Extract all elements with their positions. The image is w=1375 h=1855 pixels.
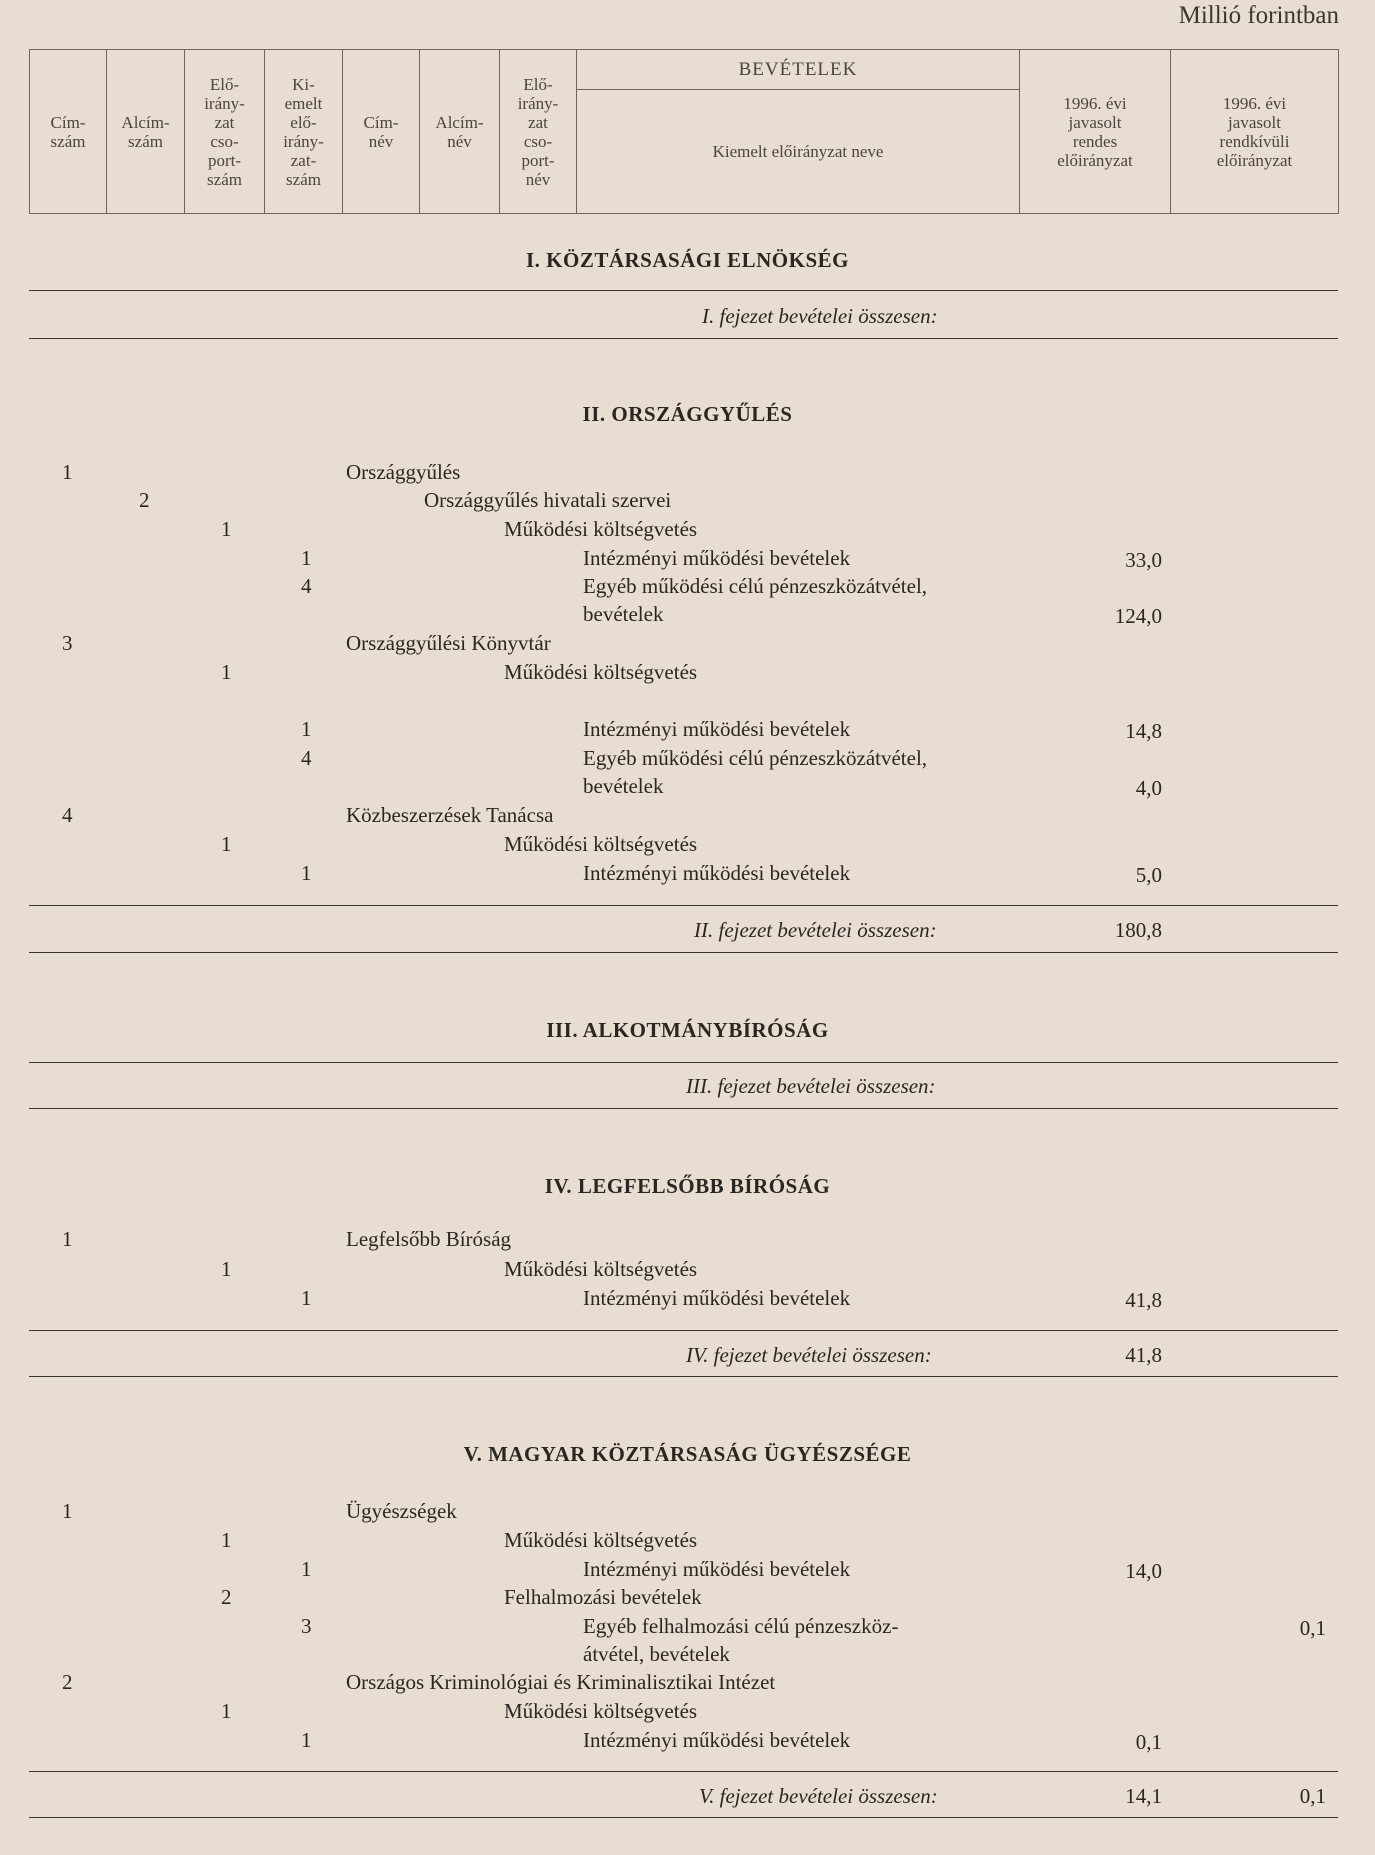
table-row-kiemelt: 4 bbox=[301, 574, 312, 598]
chapter-4-title: IV. LEGFELSŐBB BÍRÓSÁG bbox=[544, 1174, 831, 1198]
kiemelt-name: Egyéb felhalmozási célú pénzeszköz- bbox=[583, 1614, 899, 1638]
divider bbox=[29, 1376, 1338, 1377]
rendes-value: 5,0 bbox=[1135, 863, 1162, 887]
kiemelt-name: Intézményi működési bevételek bbox=[583, 861, 851, 885]
divider bbox=[29, 1062, 1338, 1063]
table-row-csoport: 1 bbox=[221, 1257, 232, 1281]
rendkivuli-value: 0,1 bbox=[1299, 1616, 1326, 1640]
chapter-4-total-label: IV. fejezet bevételei összesen: bbox=[686, 1343, 932, 1367]
chapter-1-title: I. KÖZTÁRSASÁGI ELNÖKSÉG bbox=[525, 248, 849, 272]
unit-label: Millió forintban bbox=[1178, 2, 1339, 29]
chapter-5-title: V. MAGYAR KÖZTÁRSASÁG ÜGYÉSZSÉGE bbox=[463, 1442, 912, 1466]
divider bbox=[29, 905, 1338, 906]
col-bevetelek: BEVÉTELEK bbox=[577, 50, 1020, 90]
col-kiemelt-eloiranyzat-neve: Kiemelt előirányzat neve bbox=[577, 90, 1020, 214]
table-row-cim: 1 bbox=[62, 460, 73, 484]
chapter-2-total-value: 180,8 bbox=[1114, 918, 1162, 942]
chapter-5-total-rendkivuli-value: 0,1 bbox=[1299, 1784, 1326, 1808]
chapter-5-total-label: V. fejezet bevételei összesen: bbox=[699, 1784, 938, 1808]
divider bbox=[29, 338, 1338, 339]
kiemelt-name-cont: bevételek bbox=[583, 774, 664, 798]
col-rendkivuli-eloiranyzat: 1996. évi javasolt rendkívüli előirányzat bbox=[1171, 50, 1339, 214]
table-row-csoport: 1 bbox=[221, 1528, 232, 1552]
col-kiemelt-eloiranyzat-szam: Ki- emelt elő- irány- zat- szám bbox=[265, 50, 343, 214]
rendes-value: 33,0 bbox=[1125, 548, 1162, 572]
csoport-name: Működési költségvetés bbox=[504, 660, 698, 684]
chapter-1-total-label: I. fejezet bevételei összesen: bbox=[702, 304, 938, 328]
rendes-value: 4,0 bbox=[1135, 776, 1162, 800]
cim-name: Közbeszerzések Tanácsa bbox=[346, 803, 554, 827]
table-row-csoport: 1 bbox=[221, 660, 232, 684]
table-row-cim: 1 bbox=[62, 1227, 73, 1251]
divider bbox=[29, 1817, 1338, 1818]
chapter-4-total-value: 41,8 bbox=[1125, 1343, 1162, 1367]
kiemelt-name: Egyéb működési célú pénzeszközátvétel, bbox=[583, 574, 928, 598]
table-row-csoport: 1 bbox=[221, 517, 232, 541]
table-row-kiemelt: 1 bbox=[301, 717, 312, 741]
kiemelt-name: Intézményi működési bevételek bbox=[583, 1728, 851, 1752]
rendes-value: 0,1 bbox=[1135, 1730, 1162, 1754]
kiemelt-name-cont: bevételek bbox=[583, 602, 664, 626]
cim-name: Országgyűlés bbox=[346, 460, 461, 484]
col-alcim-nev: Alcím- név bbox=[420, 50, 500, 214]
kiemelt-name: Egyéb működési célú pénzeszközátvétel, bbox=[583, 746, 928, 770]
divider bbox=[29, 1771, 1338, 1772]
table-row-csoport: 2 bbox=[221, 1585, 232, 1609]
chapter-3-total-label: III. fejezet bevételei összesen: bbox=[686, 1074, 936, 1098]
rendes-value: 14,0 bbox=[1125, 1559, 1162, 1583]
cim-name: Országgyűlési Könyvtár bbox=[346, 631, 551, 655]
table-row-cim: 2 bbox=[62, 1670, 73, 1694]
kiemelt-name-cont: átvétel, bevételek bbox=[583, 1642, 730, 1666]
table-row-kiemelt: 1 bbox=[301, 546, 312, 570]
col-eloiranyzat-csoport-nev: Elő- irány- zat cso- port- név bbox=[500, 50, 577, 214]
csoport-name: Felhalmozási bevételek bbox=[504, 1585, 702, 1609]
csoport-name: Működési költségvetés bbox=[504, 1257, 698, 1281]
column-header-table bbox=[29, 49, 1339, 214]
col-alcim-szam: Alcím- szám bbox=[107, 50, 185, 214]
cim-name: Országos Kriminológiai és Kriminalisztikai Intézet bbox=[346, 1670, 776, 1694]
csoport-name: Működési költségvetés bbox=[504, 517, 698, 541]
chapter-3-title: III. ALKOTMÁNYBÍRÓSÁG bbox=[546, 1018, 829, 1042]
alcim-name: Országgyűlés hivatali szervei bbox=[424, 488, 672, 512]
rendes-value: 14,8 bbox=[1125, 719, 1162, 743]
divider bbox=[29, 1330, 1338, 1331]
table-row-kiemelt: 3 bbox=[301, 1614, 312, 1638]
table-row-kiemelt: 1 bbox=[301, 1728, 312, 1752]
chapter-2-total-label: II. fejezet bevételei összesen: bbox=[694, 918, 937, 942]
col-cim-nev: Cím- név bbox=[343, 50, 420, 214]
chapter-5-total-value: 14,1 bbox=[1125, 1784, 1162, 1808]
table-row-kiemelt: 4 bbox=[301, 746, 312, 770]
kiemelt-name: Intézményi működési bevételek bbox=[583, 717, 851, 741]
table-row-cim: 4 bbox=[62, 803, 73, 827]
chapter-2-title: II. ORSZÁGGYŰLÉS bbox=[582, 402, 793, 426]
divider bbox=[29, 952, 1338, 953]
table-row-kiemelt: 1 bbox=[301, 861, 312, 885]
csoport-name: Működési költségvetés bbox=[504, 1699, 698, 1723]
table-row-kiemelt: 1 bbox=[301, 1557, 312, 1581]
kiemelt-name: Intézményi működési bevételek bbox=[583, 546, 851, 570]
table-row-cim: 3 bbox=[62, 631, 73, 655]
table-row-cim: 1 bbox=[62, 1499, 73, 1523]
kiemelt-name: Intézményi működési bevételek bbox=[583, 1286, 851, 1310]
rendes-value: 41,8 bbox=[1125, 1288, 1162, 1312]
rendes-value: 124,0 bbox=[1114, 604, 1162, 628]
col-eloiranyzat-csoport-szam: Elő- irány- zat cso- port- szám bbox=[185, 50, 265, 214]
col-cim-szam: Cím- szám bbox=[30, 50, 107, 214]
table-row-csoport: 1 bbox=[221, 1699, 232, 1723]
col-rendes-eloiranyzat: 1996. évi javasolt rendes előirányzat bbox=[1020, 50, 1171, 214]
cim-name: Legfelsőbb Bíróság bbox=[346, 1227, 512, 1251]
table-row-csoport: 1 bbox=[221, 832, 232, 856]
table-row-kiemelt: 1 bbox=[301, 1286, 312, 1310]
divider bbox=[29, 290, 1338, 291]
csoport-name: Működési költségvetés bbox=[504, 832, 698, 856]
kiemelt-name: Intézményi működési bevételek bbox=[583, 1557, 851, 1581]
divider bbox=[29, 1108, 1338, 1109]
table-row-alcim: 2 bbox=[139, 488, 150, 512]
cim-name: Ügyészségek bbox=[346, 1499, 457, 1523]
csoport-name: Működési költségvetés bbox=[504, 1528, 698, 1552]
